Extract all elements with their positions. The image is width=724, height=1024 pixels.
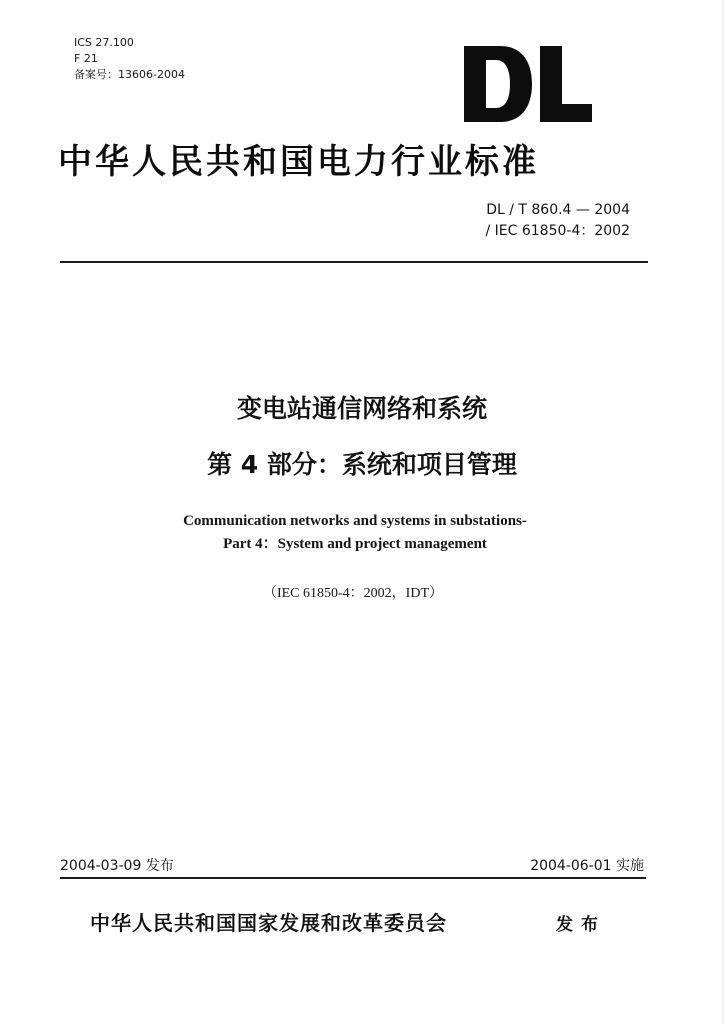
english-title-line2: Part 4：System and project management: [223, 536, 487, 552]
classification-code: F 21: [74, 52, 98, 65]
english-title-line1: Communication networks and systems in substations-: [183, 513, 527, 529]
implement-date: 2004-06-01 实施: [530, 858, 644, 874]
issue-word: 发布: [556, 915, 606, 935]
standard-category-title: 中华人民共和国电力行业标准: [58, 142, 539, 182]
standard-number: DL / T 860.4 — 2004: [486, 202, 630, 218]
publish-date: 2004-03-09 发布: [60, 858, 174, 874]
ics-code: ICS 27.100: [74, 36, 134, 49]
equivalence-note: （IEC 61850-4：2002，IDT）: [262, 586, 444, 601]
issuing-authority: 中华人民共和国国家发展和改革委员会: [90, 911, 447, 935]
chinese-title-line1: 变电站通信网络和系统: [236, 394, 487, 423]
chinese-title-line2: 第 4 部分：系统和项目管理: [207, 450, 517, 479]
bottom-divider: [60, 877, 646, 879]
record-number: 备案号：13606-2004: [74, 68, 185, 81]
top-divider: [60, 261, 648, 263]
iec-equivalent-number: / IEC 61850-4：2002: [485, 223, 630, 239]
dl-logo: [462, 44, 594, 124]
